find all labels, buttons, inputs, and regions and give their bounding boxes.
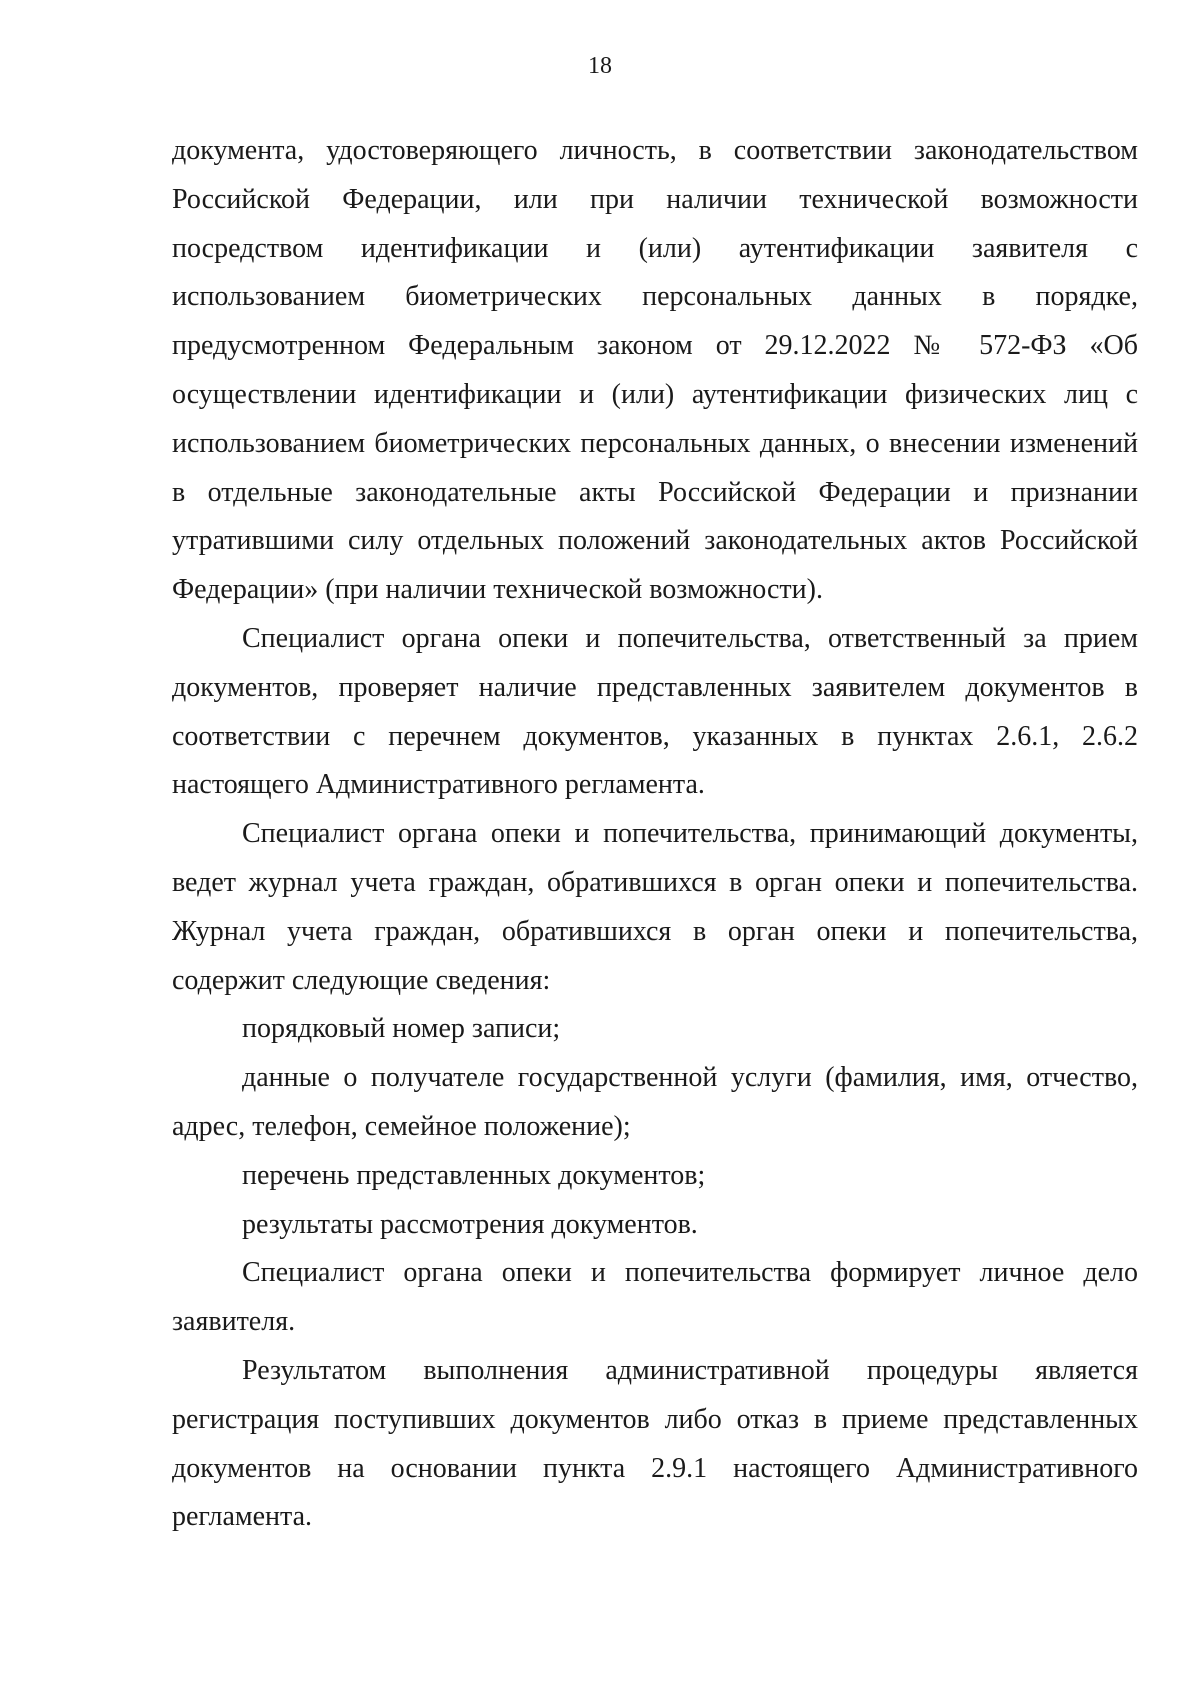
- paragraph-identity-document: документа, удостоверяющего личность, в соответствии законодательством Российской Федерации, или при наличии технической возможности посредством идентификации и (или) аутентификации заявителя с использованием биометрических персональных данных в порядке, предусмотренном Федеральным законом от 29.12.2022 № 572-ФЗ «Об осуществлении идентификации и (или) аутентификации физических лиц с использованием биометрических персональных данных, о внесении изменений в отдельные законодательные акты Российской Федерации и признании утратившими силу отдельных положений законодательных актов Российской Федерации» (при наличии технической возможности).: [172, 135, 1138, 606]
- list-item-documents-list: перечень представленных документов;: [242, 1159, 706, 1191]
- paragraph-document-check: Специалист органа опеки и попечительства, ответственный за прием документов, проверяет наличие представленных заявителем документов в соответствии с перечнем документов, указанных в пунктах 2.6.1, 2.6.2 настоящего Административного регламента.: [172, 622, 1138, 801]
- list-item-record-number: порядковый номер записи;: [242, 1013, 561, 1045]
- paragraph-journal: Специалист органа опеки и попечительства, принимающий документы, ведет журнал учета граждан, обратившихся в орган опеки и попечительства. Журнал учета граждан, обратившихся в орган опеки и попечительства, содержит следующие сведения:: [172, 818, 1138, 996]
- paragraph-procedure-result: Результатом выполнения административной процедуры является регистрация поступивших документов либо отказ в приеме представленных документов на основании пункта 2.9.1 настоящего Административного регламента.: [172, 1354, 1138, 1533]
- list-item-review-results: результаты рассмотрения документов.: [242, 1208, 698, 1240]
- list-item-recipient-data: данные о получателе государственной услуги (фамилия, имя, отчество, адрес, телефон, семейное положение);: [172, 1062, 1138, 1142]
- document-body: [172, 127, 1138, 1542]
- page-number: 18: [588, 53, 612, 79]
- paragraph-personal-file: Специалист органа опеки и попечительства формирует личное дело заявителя.: [172, 1257, 1138, 1338]
